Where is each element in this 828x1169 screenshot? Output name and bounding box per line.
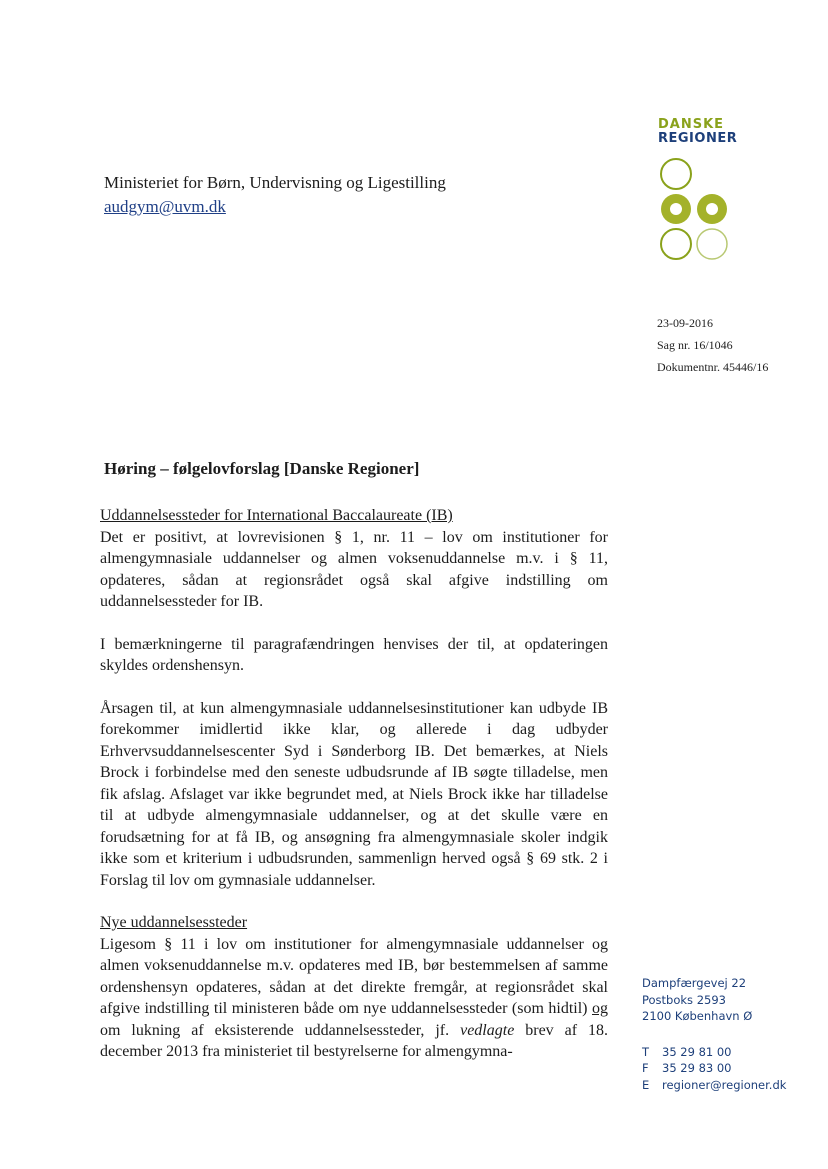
paragraph-text: Ligesom § 11 i lov om institutioner for almengymnasiale uddannelser og almen voksenuddannelse m.v. opdateres med IB, bør bestemmelsen af samme ordenshensyn opdateres, sådan at det direkte fremgår, at regionsrådet skal afgive indstilling til ministeren både om nye uddannelsessteder (som hidtil) (100, 935, 608, 1017)
danske-regioner-logo (658, 118, 748, 146)
fax-label: F (642, 1061, 649, 1075)
email-row (642, 1077, 786, 1094)
email-label: E (642, 1077, 650, 1092)
contact-email-link[interactable]: regioner@regioner.dk (662, 1077, 787, 1092)
paragraph-ib-2: I bemærkningerne til paragrafændringen henvises der til, at opdateringen skyldes ordenshensyn. (100, 635, 608, 674)
phone-number: 35 29 81 00 (662, 1044, 732, 1059)
document-date: 23-09-2016 (657, 316, 713, 330)
italic-word: vedlagte (460, 1021, 515, 1039)
fax-number: 35 29 83 00 (662, 1061, 732, 1075)
document-number: Dokumentnr. 45446/16 (657, 360, 769, 374)
address-box: Postboks 2593 (642, 992, 726, 1007)
logo-text-regioner: REGIONER (658, 131, 738, 146)
address-street: Dampfærgevej 22 (642, 976, 747, 990)
document-meta (657, 312, 768, 378)
sender-address (642, 975, 786, 1093)
underlined-word: og (592, 1000, 608, 1017)
section-title-ib: Uddannelsessteder for International Baccalaureate (IB) (100, 507, 453, 524)
phone-row (642, 1044, 786, 1061)
paragraph-ib-1: Det er positivt, at lovrevisionen § 1, nr. 11 – lov om institutioner for almengymnasiale uddannelser og almen voksenuddannelse m.v. i § 11, opdateres, sådan at regionsrådet også skal afgive indstilling om uddannelsessteder for IB. (100, 528, 608, 610)
recipient-block (104, 171, 446, 219)
paragraph-ib-3: Årsagen til, at kun almengymnasiale uddannelsesinstitutioner kan udbyde IB forekommer imidlertid ikke klar, og allerede i dag udbyder Erhvervsuddannelsescenter Syd i Sønderborg IB. Det bemærkes, at Niels Brock i forbindelse med den seneste udbudsrunde af IB søgte tilladelse, men fik afslag. Afslaget var ikke begrundet med, at Niels Brock ikke har tilladelse til at udbyde almengymnasiale uddannelser, og at det skulle være en forudsætning for at få IB, og ansøgning fra almengymnasiale skoler indgik ikke som et kriterium i udbudsrunden, sammenlign herved også § 69 stk. 2 i Forslag til lov om gymnasiale uddannelser. (100, 699, 608, 889)
paragraph-text: om lukning af eksisterende uddannelsessteder, jf. (100, 1021, 461, 1039)
address-city: 2100 København Ø (642, 1009, 753, 1023)
section-title-new-places: Nye uddannelsessteder (100, 914, 248, 931)
letter-body (100, 505, 608, 1063)
recipient-name: Ministeriet for Børn, Undervisning og Ligestilling (104, 173, 446, 192)
fax-row (642, 1060, 786, 1077)
logo-rings-icon (658, 158, 738, 266)
contact-block (642, 1044, 786, 1094)
recipient-email-link[interactable]: audgym@uvm.dk (104, 197, 226, 216)
case-number: Sag nr. 16/1046 (657, 338, 733, 352)
logo-text-danske: DANSKE (658, 117, 725, 132)
paragraph-new-places-1 (100, 934, 608, 1063)
paragraph-text: brev af 18. december 2013 fra ministeriet til bestyrelserne for almengymna- (100, 1021, 609, 1060)
phone-label: T (642, 1044, 650, 1059)
letter-heading: Høring – følgelovforslag [Danske Regioner] (104, 459, 420, 478)
